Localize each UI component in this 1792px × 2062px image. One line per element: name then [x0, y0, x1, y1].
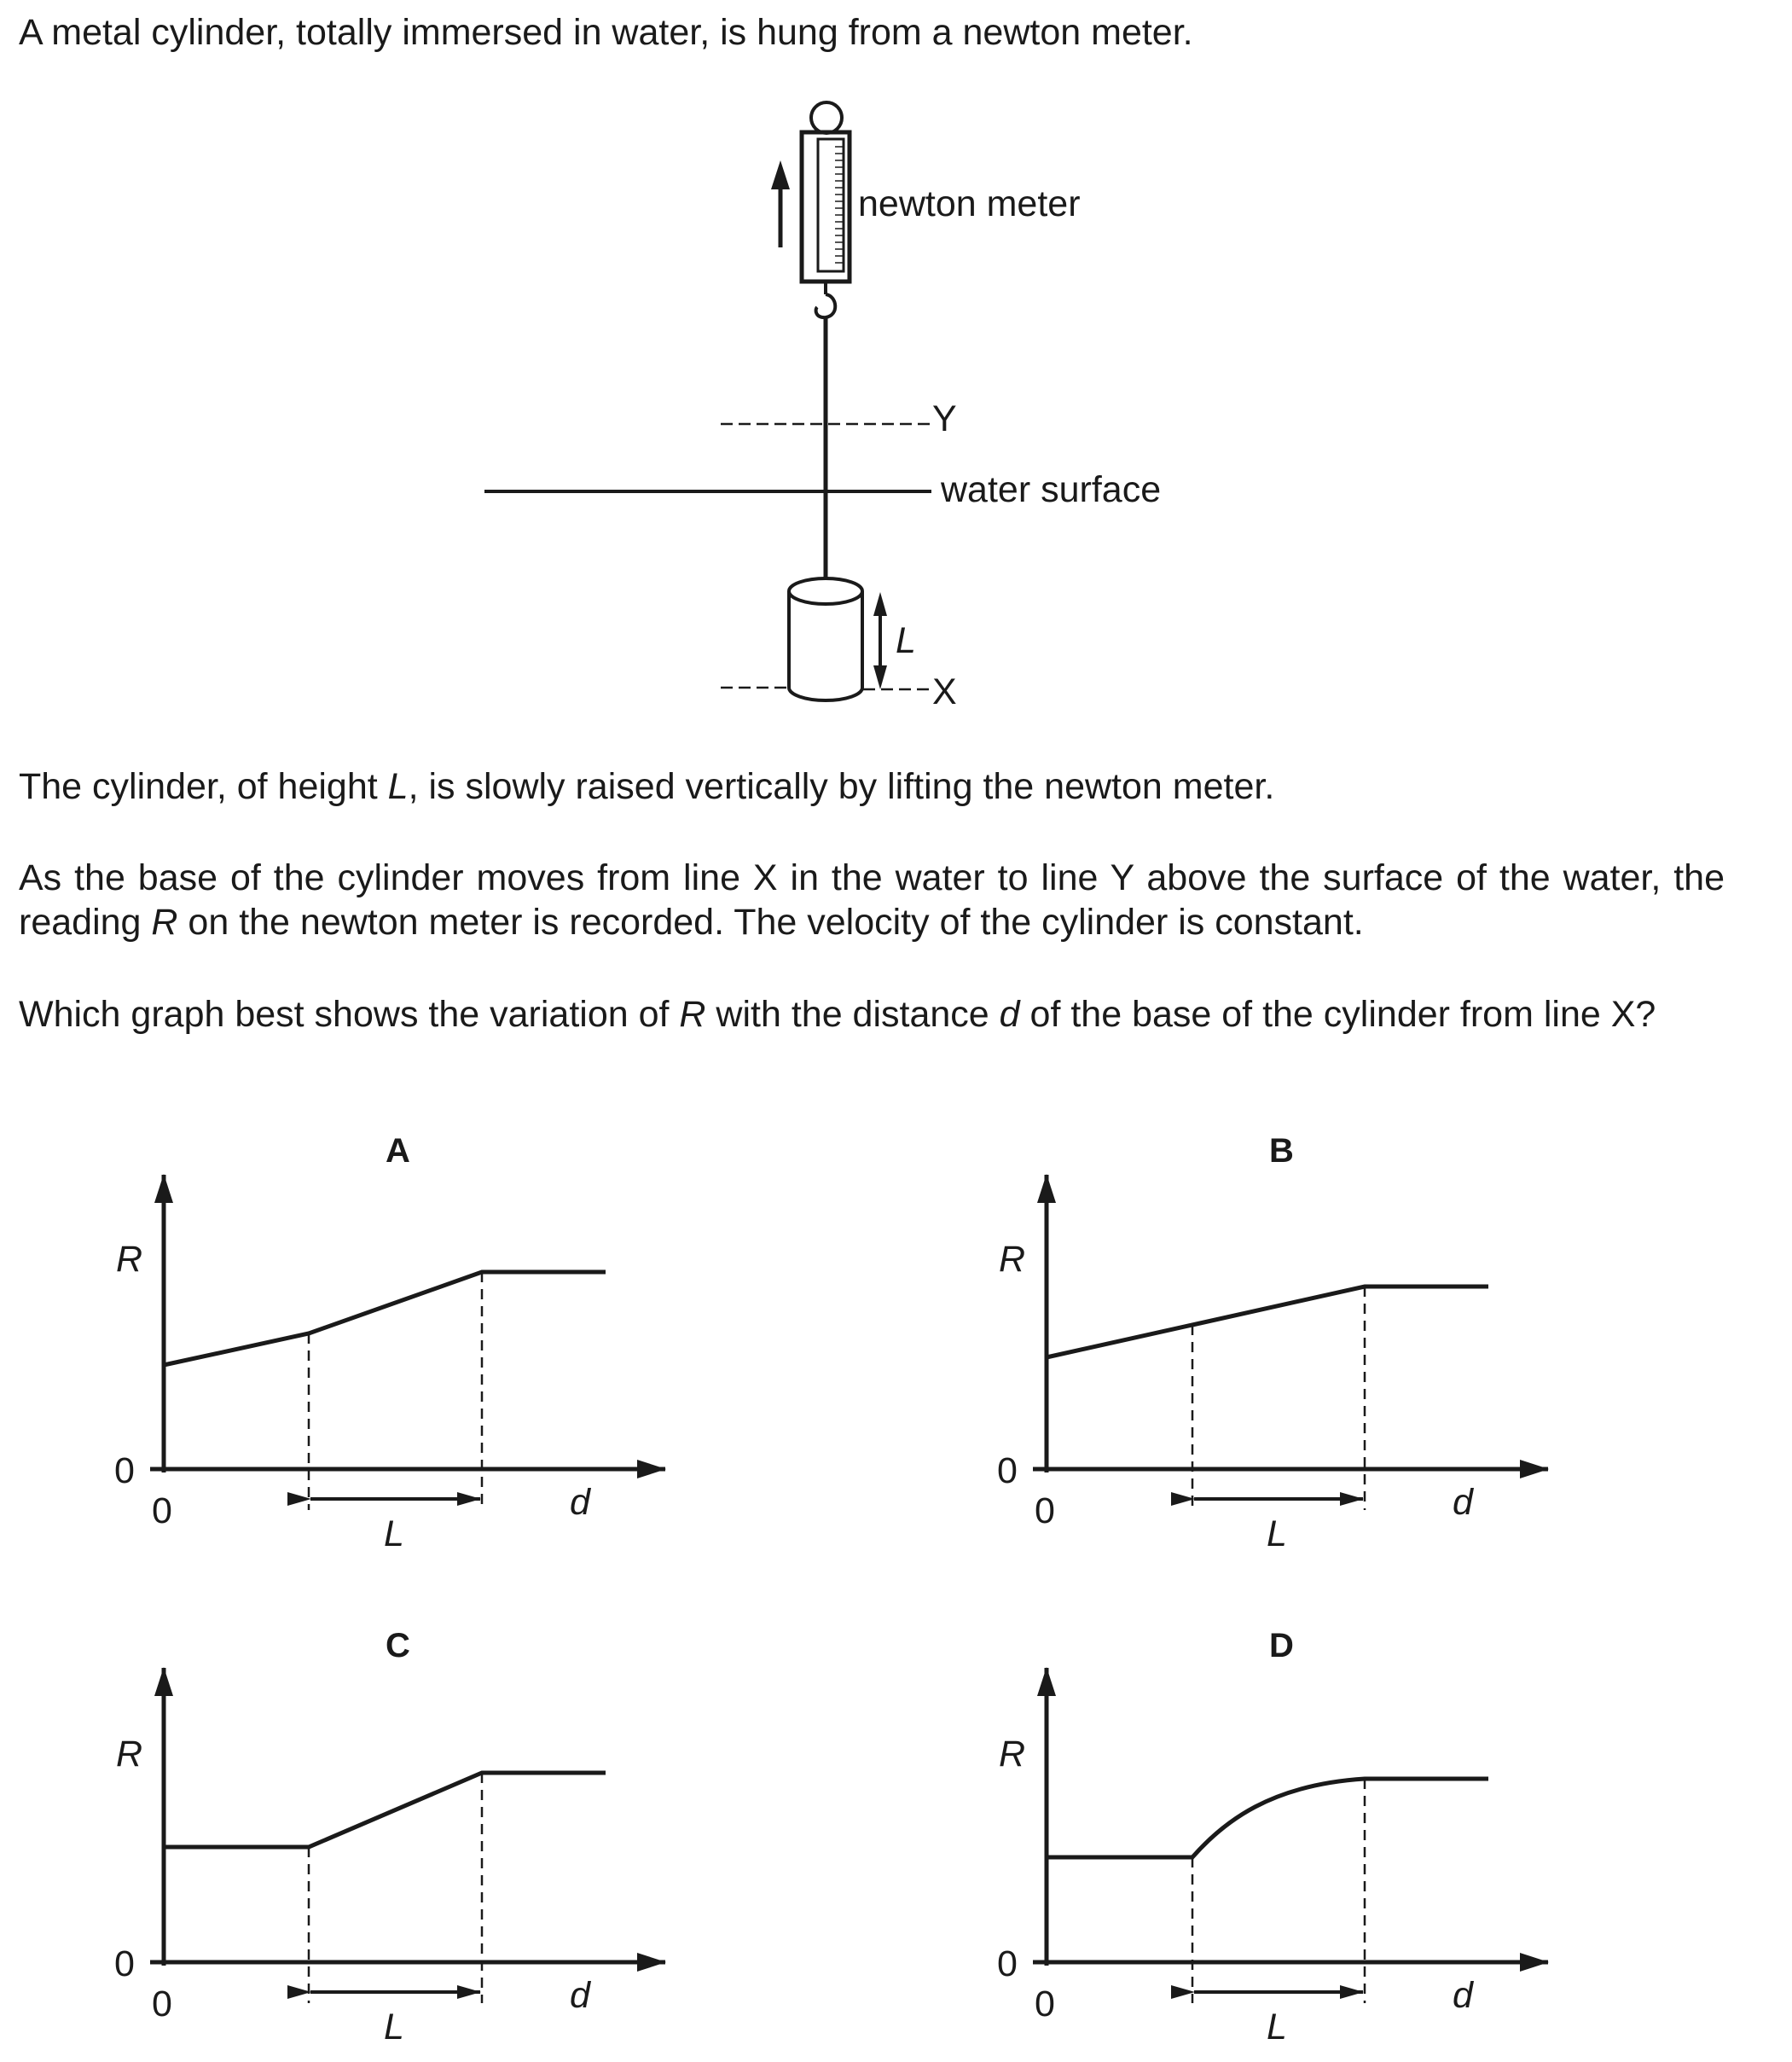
- graph-b: [997, 1132, 1548, 1554]
- graph-c-curve: [164, 1773, 606, 1847]
- metal-cylinder: [789, 578, 862, 700]
- graph-c-x-zero: 0: [152, 1984, 172, 2024]
- graph-a-y-label: R: [116, 1239, 143, 1280]
- water-surface-label: water surface: [941, 469, 1162, 510]
- graph-b-curve: [1047, 1287, 1488, 1357]
- question-paragraph-1: The cylinder, of height L, is slowly raised vertically by lifting the newton meter.: [19, 766, 1275, 807]
- height-label: L: [896, 620, 916, 661]
- line-y-label: Y: [932, 398, 957, 439]
- graph-d: [997, 1627, 1548, 2047]
- graph-d-title: D: [1269, 1627, 1294, 1664]
- graph-d-y-zero: 0: [997, 1943, 1018, 1984]
- graph-b-y-label: R: [999, 1239, 1026, 1280]
- graph-a-title: A: [386, 1132, 410, 1170]
- question-paragraph-3: Which graph best shows the variation of R with the distance d of the base of the cylinder from line X?: [19, 994, 1656, 1035]
- question-intro: A metal cylinder, totally immersed in water, is hung from a newton meter.: [19, 12, 1193, 53]
- graph-d-span-label: L: [1267, 2007, 1287, 2047]
- graph-d-curve: [1047, 1779, 1488, 1857]
- graph-a-x-zero: 0: [152, 1490, 172, 1531]
- question-paragraph-2: As the base of the cylinder moves from line X in the water to line Y above the surface of the water, the reading R on the newton meter is recorded. The velocity of the cylinder is constant.: [19, 857, 1725, 943]
- graph-c: [114, 1627, 665, 2047]
- graph-a-span-label: L: [384, 1513, 404, 1554]
- graph-c-y-label: R: [116, 1734, 143, 1774]
- graph-b-x-zero: 0: [1035, 1490, 1055, 1531]
- graph-a-y-zero: 0: [114, 1450, 135, 1491]
- graph-b-span-label: L: [1267, 1513, 1287, 1554]
- lift-arrow: [771, 160, 790, 247]
- graph-b-title: B: [1269, 1132, 1294, 1170]
- graph-d-y-label: R: [999, 1734, 1026, 1774]
- graph-a-x-label: d: [570, 1482, 590, 1523]
- graph-d-x-label: d: [1453, 1975, 1473, 2016]
- graph-c-y-zero: 0: [114, 1943, 135, 1984]
- graph-b-y-zero: 0: [997, 1450, 1018, 1491]
- height-arrow: [873, 592, 887, 689]
- graph-c-title: C: [386, 1627, 410, 1664]
- newton-meter-label: newton meter: [858, 183, 1081, 224]
- graph-d-x-zero: 0: [1035, 1984, 1055, 2024]
- graph-c-span-label: L: [384, 2007, 404, 2047]
- graph-a: [114, 1132, 665, 1554]
- graph-b-x-label: d: [1453, 1482, 1473, 1523]
- line-x-label: X: [932, 671, 957, 712]
- newton-meter: [802, 102, 850, 317]
- graph-c-x-label: d: [570, 1975, 590, 2016]
- graph-a-curve: [164, 1272, 606, 1365]
